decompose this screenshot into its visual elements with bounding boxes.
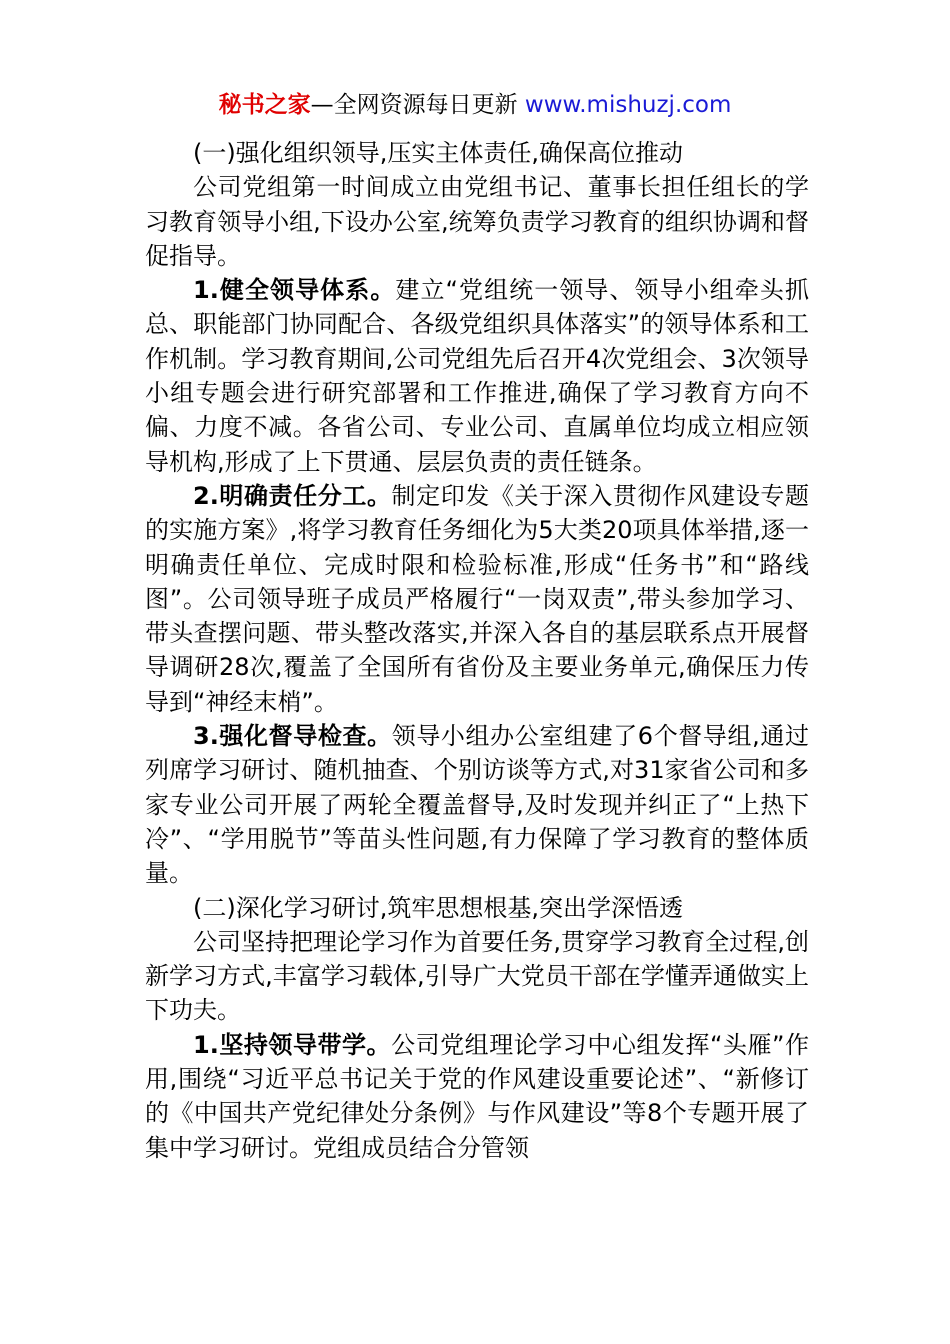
paragraph bbox=[145, 170, 809, 273]
brand-name: 秘书之家 bbox=[218, 92, 311, 118]
paragraph-text: 公司坚持把理论学习作为首要任务,贯穿学习教育全过程,创新学习方式,丰富学习载体,引导广大党员干部在学懂弄通做实上下功夫。 bbox=[145, 927, 809, 1025]
paragraph-text: 建立“党组统一领导、领导小组牵头抓总、职能部门协同配合、各级党组织具体落实”的领导体系和工作机制。学习教育期间,公司党组先后召开4次党组会、3次领导小组专题会进行研究部署和工作推进,确保了学习教育方向不偏、力度不减。各省公司、专业公司、直属单位均成立相应领导机构,形成了上下贯通、层层负责的责任链条。 bbox=[145, 276, 809, 476]
header-slogan: —全网资源每日更新 bbox=[310, 92, 525, 118]
paragraph bbox=[145, 719, 809, 890]
section-heading-1 bbox=[145, 136, 809, 170]
paragraph-text: (二)深化学习研讨,筑牢思想根基,突出学深悟透 bbox=[193, 893, 683, 922]
paragraph-text: 领导小组办公室组建了6个督导组,通过列席学习研讨、随机抽查、个别访谈等方式,对31家省公司和多家专业公司开展了两轮全覆盖督导,及时发现并纠正了“上热下冷”、“学用脱节”等苗头性问题,有力保障了学习教育的整体质量。 bbox=[145, 722, 809, 888]
paragraph-text: 公司党组第一时间成立由党组书记、董事长担任组长的学习教育领导小组,下设办公室,统筹负责学习教育的组织协调和督促指导。 bbox=[145, 173, 809, 270]
site-header bbox=[0, 88, 950, 122]
paragraph-text: (一)强化组织领导,压实主体责任,确保高位推动 bbox=[193, 139, 683, 167]
section-heading-2 bbox=[145, 891, 809, 925]
paragraph-lead: 2.明确责任分工。 bbox=[193, 481, 392, 510]
paragraph-text: 公司党组理论学习中心组发挥“头雁”作用,围绕“习近平总书记关于党的作风建设重要论述”、“新修订的《中国共产党纪律处分条例》与作风建设”等8个专题开展了集中学习研讨。党组成员结合分管领 bbox=[145, 1030, 809, 1162]
paragraph-lead: 3.强化督导检查。 bbox=[193, 722, 392, 751]
paragraph-lead: 1.坚持领导带学。 bbox=[193, 1030, 392, 1059]
site-url[interactable]: www.mishuzj.com bbox=[524, 92, 732, 118]
paragraph bbox=[145, 925, 809, 1028]
paragraph bbox=[145, 1028, 809, 1165]
paragraph-lead: 1.健全领导体系。 bbox=[193, 276, 396, 305]
paragraph-text: 制定印发《关于深入贯彻作风建设专题的实施方案》,将学习教育任务细化为5大类20项具体举措,逐一明确责任单位、完成时限和检验标准,形成“任务书”和“路线图”。公司领导班子成员严格履行“一岗双责”,带头参加学习、带头查摆问题、带头整改落实,并深入各自的基层联系点开展督导调研28次,覆盖了全国所有省份及主要业务单元,确保压力传导到“神经末梢”。 bbox=[145, 481, 809, 716]
paragraph bbox=[145, 273, 809, 479]
document-body bbox=[145, 136, 809, 1165]
paragraph bbox=[145, 479, 809, 719]
